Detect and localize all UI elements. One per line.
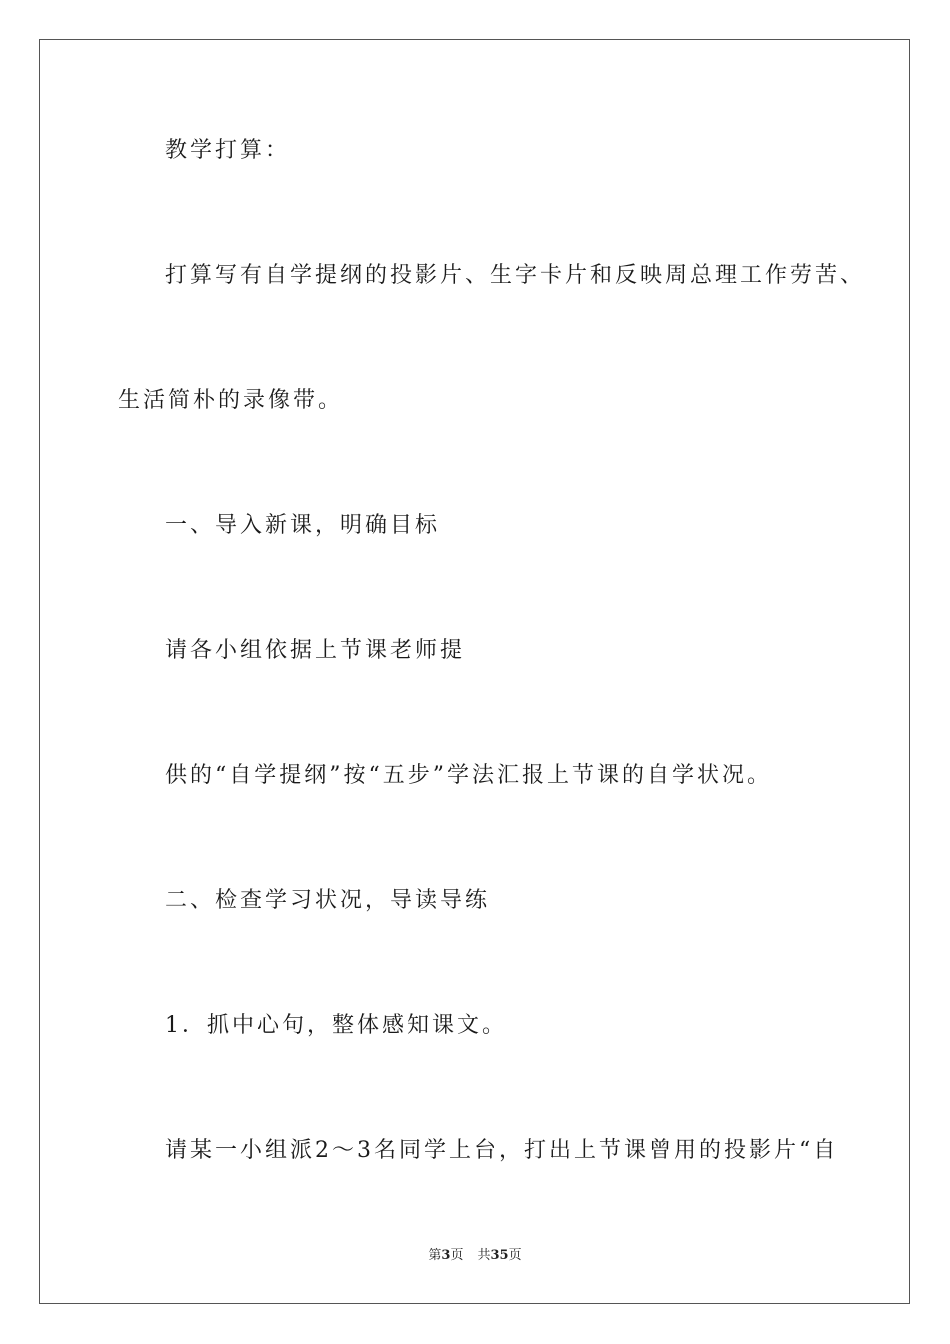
- total-pages: 35: [490, 1248, 509, 1263]
- page-number: 3: [441, 1248, 451, 1263]
- text-line-3: 生活简朴的录像带。: [118, 388, 344, 413]
- total-suffix: 页: [508, 1248, 522, 1263]
- text-line-5: 请各小组依据上节课老师提: [165, 638, 466, 663]
- section-heading-1: 一、导入新课，明确目标: [165, 513, 441, 538]
- text-line-2: 打算写有自学提纲的投影片、生字卡片和反映周总理工作劳苦、: [165, 263, 866, 288]
- total-prefix: 共: [477, 1248, 491, 1263]
- page-prefix: 第: [428, 1248, 442, 1263]
- page-suffix: 页: [450, 1248, 464, 1263]
- text-line-9: 请某一小组派2～3名同学上台，打出上节课曾用的投影片“自: [165, 1138, 839, 1163]
- list-item-1: 1．抓中心句，整体感知课文。: [165, 1013, 507, 1038]
- text-line-1: 教学打算：: [165, 138, 291, 163]
- text-line-6: 供的“自学提纲”按“五步”学法汇报上节课的自学状况。: [165, 763, 772, 788]
- page-footer: [0, 1247, 950, 1265]
- page-border: [39, 39, 910, 1304]
- section-heading-2: 二、检查学习状况，导读导练: [165, 888, 491, 913]
